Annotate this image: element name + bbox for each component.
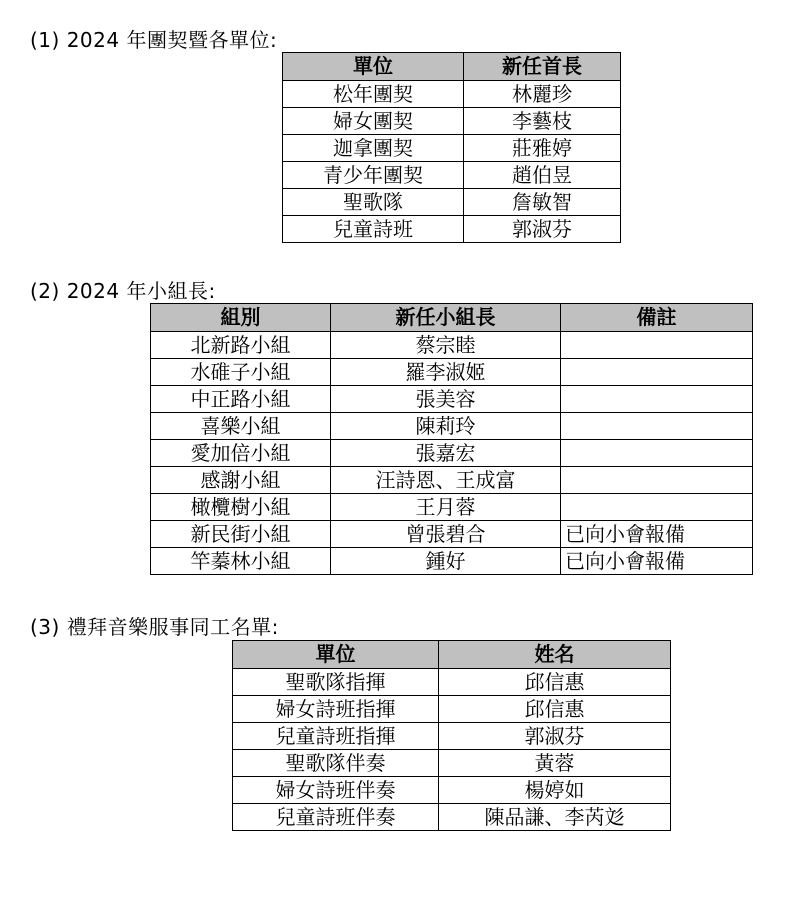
group-cell: 感謝小組 (151, 467, 331, 494)
unit-cell: 兒童詩班伴奏 (233, 804, 439, 831)
small-group-leaders-table (150, 303, 753, 575)
column-header-remarks: 備註 (561, 304, 753, 332)
table-row (233, 723, 671, 750)
name-cell: 郭淑芬 (439, 723, 671, 750)
group-cell: 新民街小組 (151, 521, 331, 548)
worship-music-staff-table (232, 640, 671, 831)
leader-cell: 張嘉宏 (331, 440, 561, 467)
table-row (151, 413, 753, 440)
unit-cell: 聖歌隊指揮 (233, 669, 439, 696)
column-header-group: 組別 (151, 304, 331, 332)
table-row (151, 494, 753, 521)
unit-cell: 聖歌隊 (283, 189, 464, 216)
table-row (233, 750, 671, 777)
group-cell: 橄欖樹小組 (151, 494, 331, 521)
column-header-new-group-leader: 新任小組長 (331, 304, 561, 332)
unit-cell: 婦女詩班伴奏 (233, 777, 439, 804)
table-row (233, 804, 671, 831)
group-cell: 竿蓁林小組 (151, 548, 331, 575)
table-row (283, 189, 621, 216)
remarks-cell: 已向小會報備 (561, 521, 753, 548)
table-row (233, 777, 671, 804)
leader-cell: 陳莉玲 (331, 413, 561, 440)
remarks-cell (561, 440, 753, 467)
leader-cell: 李藝枝 (464, 108, 621, 135)
group-cell: 中正路小組 (151, 386, 331, 413)
leader-cell: 羅李淑姬 (331, 359, 561, 386)
leader-cell: 詹敏智 (464, 189, 621, 216)
leader-cell: 蔡宗睦 (331, 332, 561, 359)
table-row (283, 108, 621, 135)
table-row (151, 467, 753, 494)
section-1-title: (1) 2024 年團契暨各單位: (30, 28, 278, 52)
table-row (151, 332, 753, 359)
table-header-row (233, 641, 671, 669)
leader-cell: 鍾好 (331, 548, 561, 575)
leader-cell: 王月蓉 (331, 494, 561, 521)
table-row (283, 135, 621, 162)
unit-cell: 兒童詩班 (283, 216, 464, 243)
column-header-unit: 單位 (283, 53, 464, 81)
remarks-cell: 已向小會報備 (561, 548, 753, 575)
remarks-cell (561, 413, 753, 440)
name-cell: 陳品謙、李芮彣 (439, 804, 671, 831)
section-3-title: (3) 禮拜音樂服事同工名單: (30, 615, 279, 639)
table-row (151, 386, 753, 413)
unit-cell: 聖歌隊伴奏 (233, 750, 439, 777)
table-header-row (151, 304, 753, 332)
table-row (151, 359, 753, 386)
column-header-new-leader: 新任首長 (464, 53, 621, 81)
unit-cell: 青少年團契 (283, 162, 464, 189)
leader-cell: 汪詩恩、王成富 (331, 467, 561, 494)
unit-cell: 婦女詩班指揮 (233, 696, 439, 723)
church-units-table (282, 52, 621, 243)
table-row (151, 521, 753, 548)
leader-cell: 張美容 (331, 386, 561, 413)
name-cell: 楊婷如 (439, 777, 671, 804)
table-row (283, 81, 621, 108)
column-header-unit: 單位 (233, 641, 439, 669)
section-2-title: (2) 2024 年小組長: (30, 279, 216, 303)
name-cell: 邱信惠 (439, 669, 671, 696)
unit-cell: 迦拿團契 (283, 135, 464, 162)
remarks-cell (561, 386, 753, 413)
name-cell: 邱信惠 (439, 696, 671, 723)
table-header-row (283, 53, 621, 81)
column-header-name: 姓名 (439, 641, 671, 669)
remarks-cell (561, 467, 753, 494)
remarks-cell (561, 494, 753, 521)
table-row (151, 440, 753, 467)
leader-cell: 郭淑芬 (464, 216, 621, 243)
table-row (233, 669, 671, 696)
leader-cell: 曾張碧合 (331, 521, 561, 548)
remarks-cell (561, 359, 753, 386)
leader-cell: 林麗珍 (464, 81, 621, 108)
table-row (283, 162, 621, 189)
group-cell: 喜樂小組 (151, 413, 331, 440)
group-cell: 愛加倍小組 (151, 440, 331, 467)
unit-cell: 兒童詩班指揮 (233, 723, 439, 750)
group-cell: 水碓子小組 (151, 359, 331, 386)
table-row (283, 216, 621, 243)
remarks-cell (561, 332, 753, 359)
name-cell: 黃蓉 (439, 750, 671, 777)
group-cell: 北新路小組 (151, 332, 331, 359)
leader-cell: 莊雅婷 (464, 135, 621, 162)
table-row (151, 548, 753, 575)
unit-cell: 松年團契 (283, 81, 464, 108)
unit-cell: 婦女團契 (283, 108, 464, 135)
leader-cell: 趙伯昱 (464, 162, 621, 189)
table-row (233, 696, 671, 723)
